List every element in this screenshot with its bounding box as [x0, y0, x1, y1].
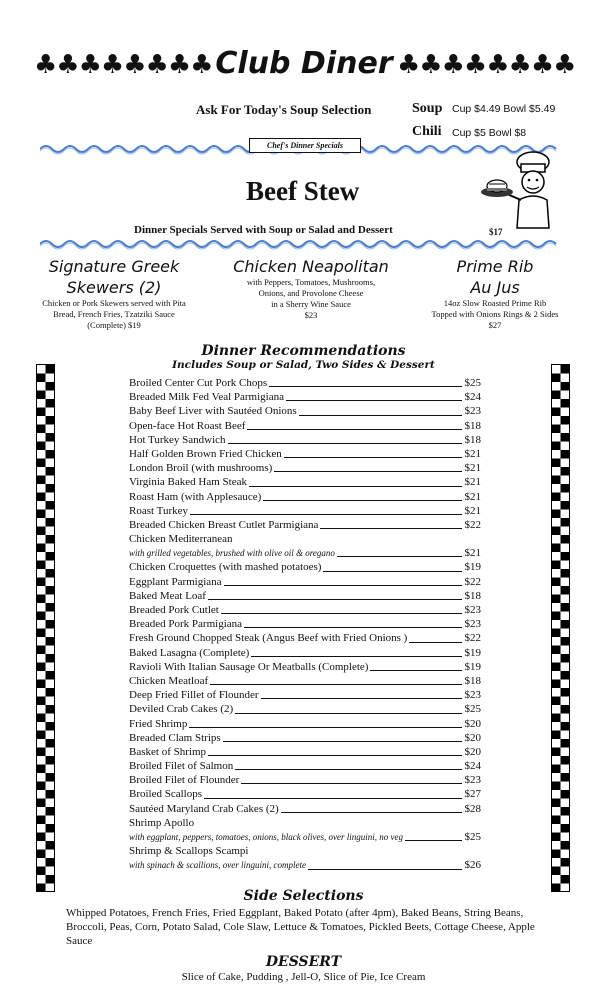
- chili-prices: Cup $5 Bowl $8: [452, 127, 527, 139]
- menu-item-name: Deep Fried Fillet of Flounder: [129, 689, 259, 702]
- menu-item: [129, 490, 481, 504]
- special-price: $17: [489, 227, 503, 237]
- menu-item-name: Baby Beef Liver with Sautéed Onions: [129, 405, 297, 418]
- recommendations-subtitle: Includes Soup or Salad, Two Sides & Dessert: [172, 359, 435, 371]
- menu-leader-line: [269, 386, 462, 387]
- menu-item-name: Fresh Ground Chopped Steak (Angus Beef with Fried Onions ): [129, 632, 408, 645]
- menu-item-price: $22: [464, 632, 481, 645]
- menu-item-price: $20: [464, 717, 481, 730]
- soup-label: Soup: [412, 101, 443, 116]
- menu-item-name: with eggplant, peppers, tomatoes, onions, black olives, over linguini, no veg: [129, 832, 403, 842]
- menu-leader-line: [308, 869, 462, 870]
- menu-item: [129, 674, 481, 688]
- soup-ask-text: Ask For Today's Soup Selection: [196, 102, 372, 117]
- menu-item-price: $22: [464, 518, 481, 531]
- menu-item: [129, 617, 481, 631]
- menu-leader-line: [244, 627, 462, 628]
- menu-item: [129, 560, 481, 574]
- menu-item: [129, 844, 481, 858]
- chili-label: Chili: [412, 124, 442, 139]
- menu-item: [129, 433, 481, 447]
- menu-item: [129, 759, 481, 773]
- special-desc: Topped with Onions Rings & 2 Sides: [431, 309, 559, 319]
- menu-leader-line: [409, 642, 462, 643]
- menu-item: [129, 461, 481, 475]
- menu-leader-line: [274, 471, 462, 472]
- menu-item-price: $21: [464, 447, 481, 460]
- menu-item: [129, 546, 481, 560]
- menu-item: [129, 603, 481, 617]
- special-name-line2: Skewers (2): [66, 278, 162, 297]
- dessert-text: Slice of Cake, Pudding , Jell-O, Slice of Pie, Ice Cream: [181, 971, 426, 983]
- menu-item: [129, 447, 481, 461]
- menu-item-name: Basket of Shrimp: [129, 745, 206, 758]
- menu-item: [129, 816, 481, 830]
- menu-item-price: $23: [464, 405, 481, 418]
- special-chicken-neapolitan: [214, 256, 408, 321]
- wave-divider-bottom: [40, 238, 560, 250]
- menu-item-name: Ravioli With Italian Sausage Or Meatballs (Complete): [129, 660, 369, 673]
- menu-item: [129, 518, 481, 532]
- menu-item-name: Breaded Milk Fed Veal Parmigiana: [129, 391, 284, 404]
- menu-item-price: $21: [464, 547, 481, 560]
- menu-item-price: $25: [464, 377, 481, 389]
- menu-item-price: $18: [464, 589, 481, 602]
- menu-item-price: $21: [464, 462, 481, 475]
- menu-item-name: Broiled Filet of Salmon: [129, 760, 234, 773]
- menu-leader-line: [337, 556, 462, 557]
- menu-item-name: Breaded Chicken Breast Cutlet Parmigiana: [129, 518, 319, 531]
- menu-item: [129, 646, 481, 660]
- menu-item-name: Chicken Mediterranean: [129, 533, 233, 546]
- clubs-decoration-left: ♣♣♣♣♣♣♣♣: [34, 50, 213, 80]
- menu-item-name: Virginia Baked Ham Steak: [129, 476, 247, 489]
- menu-item-name: Shrimp & Scallops Scampi: [129, 845, 249, 858]
- menu-item-price: $18: [464, 433, 481, 446]
- menu-item-price: $20: [464, 745, 481, 758]
- menu-item: [129, 787, 481, 801]
- menu-leader-line: [235, 769, 462, 770]
- menu-leader-line: [228, 443, 462, 444]
- menu-item-name: Breaded Clam Strips: [129, 731, 221, 744]
- menu-item: [129, 731, 481, 745]
- menu-item-name: Chicken Meatloaf: [129, 674, 209, 687]
- sides-title: Side Selections: [243, 888, 364, 904]
- special-name: Signature Greek: [48, 257, 180, 276]
- menu-leader-line: [286, 400, 462, 401]
- menu-leader-line: [223, 741, 462, 742]
- special-desc: in a Sherry Wine Sauce: [271, 299, 351, 309]
- menu-item-price: $19: [464, 646, 481, 659]
- menu-item-name: Broiled Scallops: [129, 788, 203, 801]
- menu-item-price: $19: [464, 561, 481, 574]
- menu-item-name: Breaded Pork Parmigiana: [129, 618, 243, 631]
- special-name: Chicken Neapolitan: [233, 257, 389, 276]
- special-desc: $23: [304, 310, 318, 320]
- sides-text: Whipped Potatoes, French Fries, Fried Eggplant, Baked Potato (after 4pm), Baked Beans, String Beans, Broccoli, Peas, Corn, Potato Salad, Cole Slaw, Lettuce & Tomatoes, Pickled Beets, Cottage Cheese, Apple Sauce: [66, 907, 535, 947]
- special-greek-skewers: [22, 256, 206, 331]
- menu-item: [129, 390, 481, 404]
- menu-item-price: $21: [464, 476, 481, 489]
- menu-leader-line: [224, 585, 462, 586]
- menu-leader-line: [247, 429, 462, 430]
- menu-leader-line: [323, 571, 462, 572]
- menu-item-price: $18: [464, 674, 481, 687]
- menu-item-name: Half Golden Brown Fried Chicken: [129, 447, 282, 460]
- chef-illustration: [477, 150, 567, 230]
- menu-item-price: $28: [464, 802, 481, 815]
- menu-item-price: $24: [464, 391, 481, 404]
- menu-item-price: $23: [464, 604, 481, 616]
- menu-leader-line: [251, 656, 462, 657]
- menu-item-name: Sautéed Maryland Crab Cakes (2): [129, 802, 279, 815]
- menu-item-name: Broiled Center Cut Pork Chops: [129, 377, 268, 389]
- menu-item: [129, 532, 481, 546]
- menu-item-name: Hot Turkey Sandwich: [129, 433, 226, 446]
- menu-item-price: $23: [464, 774, 481, 787]
- menu-item: [129, 589, 481, 603]
- menu-item: [129, 830, 481, 844]
- menu-item: [129, 475, 481, 489]
- special-desc: $27: [488, 320, 502, 330]
- menu-item: [129, 858, 481, 872]
- special-description: Dinner Specials Served with Soup or Salad and Dessert: [134, 224, 393, 236]
- recommendations-title: Dinner Recommendations: [201, 343, 406, 359]
- menu-item-price: $21: [464, 490, 481, 503]
- menu-leader-line: [208, 599, 462, 600]
- special-desc: Chicken or Pork Skewers served with Pita: [42, 298, 186, 308]
- restaurant-title: Club Diner: [215, 46, 393, 81]
- menu-item-name: Chicken Croquettes (with mashed potatoes): [129, 561, 322, 574]
- menu-leader-line: [263, 500, 462, 501]
- clubs-decoration-right: ♣♣♣♣♣♣♣♣: [397, 50, 576, 80]
- menu-item-name: Baked Lasagna (Complete): [129, 646, 250, 659]
- menu-item-name: Roast Ham (with Applesauce): [129, 490, 262, 503]
- menu-leader-line: [249, 486, 462, 487]
- menu-item-name: Eggplant Parmigiana: [129, 575, 222, 588]
- special-title: Beef Stew: [246, 176, 360, 206]
- menu-item-name: London Broil (with mushrooms): [129, 462, 273, 475]
- special-name: Prime Rib: [456, 257, 534, 276]
- menu-leader-line: [241, 783, 462, 784]
- menu-item-price: $18: [464, 419, 481, 432]
- menu-item-price: $21: [464, 504, 481, 517]
- special-desc: 14oz Slow Roasted Prime Rib: [443, 298, 547, 308]
- menu-item-price: $27: [464, 788, 481, 801]
- menu-leader-line: [208, 755, 462, 756]
- special-name-line2: Au Jus: [470, 278, 520, 297]
- special-desc: Onions, and Provolone Cheese: [258, 288, 364, 298]
- menu-item: [129, 504, 481, 518]
- menu-item: [129, 688, 481, 702]
- menu-item-name: Baked Meat Loaf: [129, 589, 206, 602]
- menu-item: [129, 575, 481, 589]
- menu-item-name: Breaded Pork Cutlet: [129, 604, 219, 616]
- menu-item-price: $23: [464, 689, 481, 702]
- menu-leader-line: [221, 613, 462, 614]
- menu-item: [129, 660, 481, 674]
- checkerboard-border-left: [36, 364, 55, 892]
- menu-leader-line: [190, 514, 462, 515]
- special-prime-rib: [414, 256, 576, 331]
- menu-item-price: $26: [464, 859, 481, 872]
- menu-leader-line: [204, 798, 462, 799]
- menu-leader-line: [320, 528, 462, 529]
- menu-item: [129, 802, 481, 816]
- soup-prices: Cup $4.49 Bowl $5.49: [452, 103, 556, 115]
- chefs-specials-badge: Chef's Dinner Specials: [249, 138, 361, 153]
- menu-item: [129, 702, 481, 716]
- dessert-title: DESSERT: [265, 954, 342, 970]
- menu-leader-line: [261, 698, 462, 699]
- menu-item: [129, 717, 481, 731]
- special-desc: (Complete) $19: [87, 320, 141, 330]
- menu-leader-line: [370, 670, 462, 671]
- menu-item-name: with grilled vegetables, brushed with olive oil & oregano: [129, 548, 335, 559]
- menu-item-price: $24: [464, 760, 481, 773]
- menu-leader-line: [299, 415, 462, 416]
- menu-item-name: Open-face Hot Roast Beef: [129, 419, 246, 432]
- menu-item: [129, 376, 481, 390]
- menu-leader-line: [189, 727, 462, 728]
- menu-item: [129, 745, 481, 759]
- menu-item-name: Fried Shrimp: [129, 717, 188, 730]
- menu-item-name: Shrimp Apollo: [129, 816, 195, 829]
- menu-leader-line: [281, 812, 462, 813]
- menu-item-price: $22: [464, 575, 481, 588]
- menu-item-name: with spinach & scallions, over linguini, complete: [129, 860, 306, 871]
- menu-item: [129, 773, 481, 787]
- menu-list: [129, 376, 481, 873]
- menu-item: [129, 631, 481, 645]
- menu-leader-line: [405, 840, 462, 841]
- menu-item-price: $19: [464, 660, 481, 673]
- menu-item: [129, 419, 481, 433]
- special-desc: with Peppers, Tomatoes, Mushrooms,: [246, 277, 376, 287]
- menu-leader-line: [210, 684, 462, 685]
- menu-item-name: Broiled Filet of Flounder: [129, 774, 240, 787]
- menu-leader-line: [284, 457, 462, 458]
- menu-item: [129, 404, 481, 418]
- menu-leader-line: [235, 713, 462, 714]
- checkerboard-border-right: [551, 364, 570, 892]
- menu-item-price: $25: [464, 831, 481, 843]
- menu-item-name: Roast Turkey: [129, 504, 188, 517]
- special-desc: Bread, French Fries, Tzatziki Sauce: [53, 309, 175, 319]
- menu-item-name: Deviled Crab Cakes (2): [129, 703, 234, 716]
- menu-item-price: $20: [464, 731, 481, 744]
- menu-item-price: $25: [464, 703, 481, 716]
- menu-item-price: $23: [464, 618, 481, 631]
